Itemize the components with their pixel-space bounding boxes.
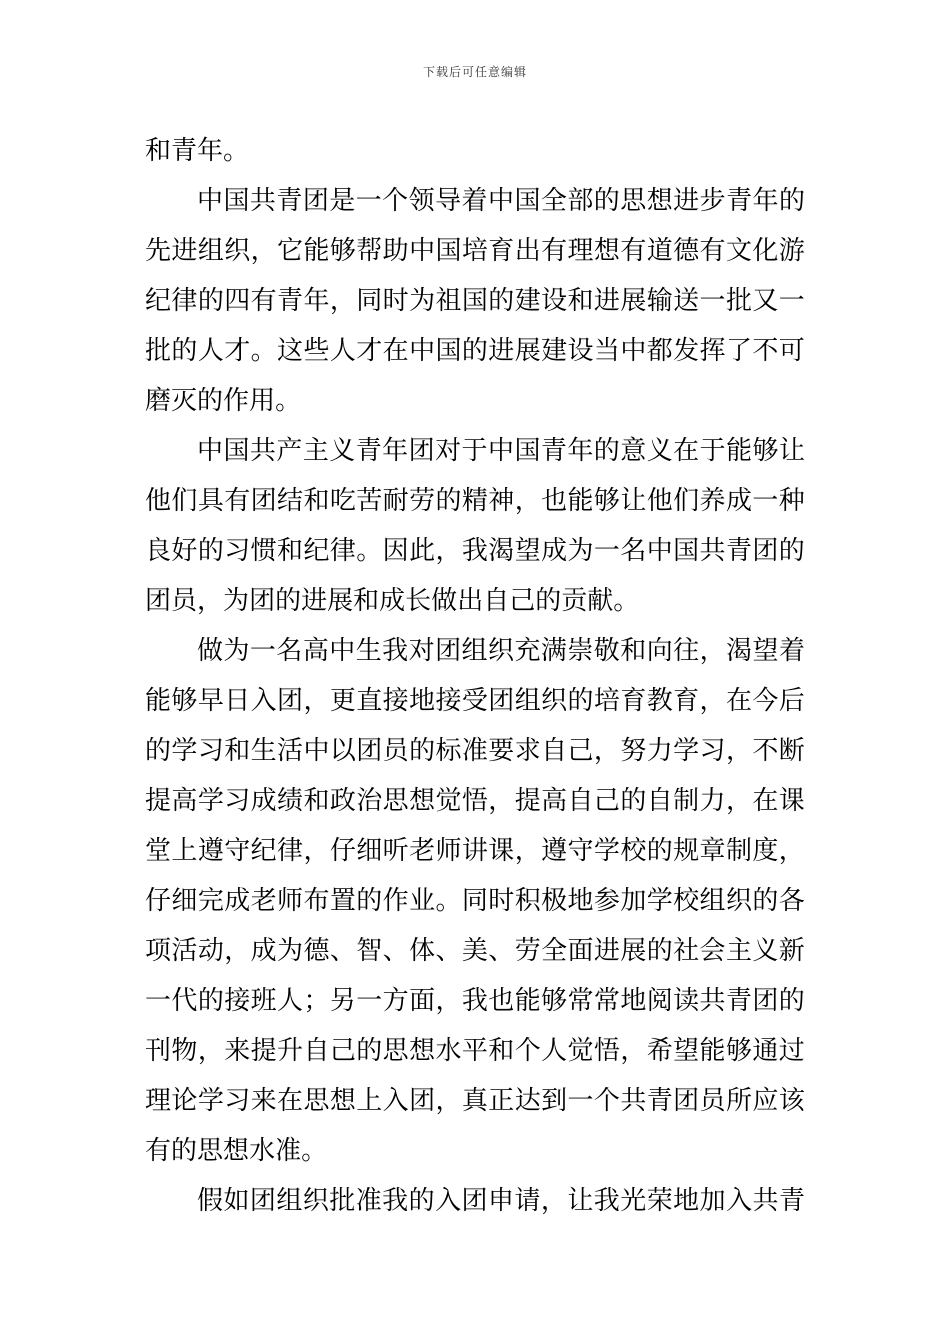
text-line: 项 活 动 ， 成 为 德 、 智 、 体 、 美 、 劳 全 面 进 展 的 社 会 主 义 新 (145, 936, 805, 966)
page-header: 下载后可任意编辑 (422, 65, 527, 79)
text-line: 提 高 学 习 成 绩 和 政 治 思 想 觉 悟 ， 提 高 自 己 的 自 制 力 ， 在 课 (145, 786, 805, 816)
text-line: 有 的 思 想 水 准 。 (145, 1136, 328, 1166)
text-line: 能 够 早 日 入 团 ， 更 直 接 地 接 受 团 组 织 的 培 育 教 育 ， 在 今 后 (145, 686, 805, 716)
text-line: 的 学 习 和 生 活 中 以 团 员 的 标 准 要 求 自 己 ， 努 力 学 习 ， 不 断 (145, 736, 805, 766)
text-line: 中 国 共 青 团 是 一 个 领 导 着 中 国 全 部 的 思 想 进 步 青 年 的 (197, 186, 805, 216)
text-line: 堂 上 遵 守 纪 律 ， 仔 细 听 老 师 讲 课 ， 遵 守 学 校 的 规 章 制 度 ， (145, 836, 805, 866)
text-line: 做 为 一 名 高 中 生 我 对 团 组 织 充 满 崇 敬 和 向 往 ， 渴 望 着 (197, 636, 805, 666)
text-line: 和 青 年 。 (145, 136, 250, 166)
text-line: 刊 物 ， 来 提 升 自 己 的 思 想 水 平 和 个 人 觉 悟 ， 希 望 能 够 通 过 (145, 1036, 805, 1066)
text-line: 假 如 团 组 织 批 准 我 的 入 团 申 请 ， 让 我 光 荣 地 加 入 共 青 (197, 1186, 805, 1216)
text-line: 理 论 学 习 来 在 思 想 上 入 团 ， 真 正 达 到 一 个 共 青 团 员 所 应 该 (145, 1086, 805, 1116)
text-line: 先 进 组 织 ， 它 能 够 帮 助 中 国 培 育 出 有 理 想 有 道 德 有 文 化 游 (145, 236, 805, 266)
text-line: 良 好 的 习 惯 和 纪 律 。 因 此 ， 我 渴 望 成 为 一 名 中 国 共 青 团 的 (145, 536, 805, 566)
text-line: 磨 灭 的 作 用 。 (145, 386, 302, 416)
text-line: 纪 律 的 四 有 青 年 ， 同 时 为 祖 国 的 建 设 和 进 展 输 送 一 批 又 一 (145, 286, 805, 316)
text-line: 中 国 共 产 主 义 青 年 团 对 于 中 国 青 年 的 意 义 在 于 能 够 让 (197, 436, 805, 466)
document-body (145, 126, 805, 1226)
text-line: 仔 细 完 成 老 师 布 置 的 作 业 。 同 时 积 极 地 参 加 学 校 组 织 的 各 (145, 886, 805, 916)
text-line: 一 代 的 接 班 人 ； 另 一 方 面 ， 我 也 能 够 常 常 地 阅 读 共 青 团 的 (145, 986, 805, 1016)
text-line: 他 们 具 有 团 结 和 吃 苦 耐 劳 的 精 神 ， 也 能 够 让 他 们 养 成 一 种 (145, 486, 805, 516)
text-line: 批 的 人 才 。 这 些 人 才 在 中 国 的 进 展 建 设 当 中 都 发 挥 了 不 可 (145, 336, 805, 366)
text-line: 团 员 ， 为 团 的 进 展 和 成 长 做 出 自 己 的 贡 献 。 (145, 586, 640, 616)
